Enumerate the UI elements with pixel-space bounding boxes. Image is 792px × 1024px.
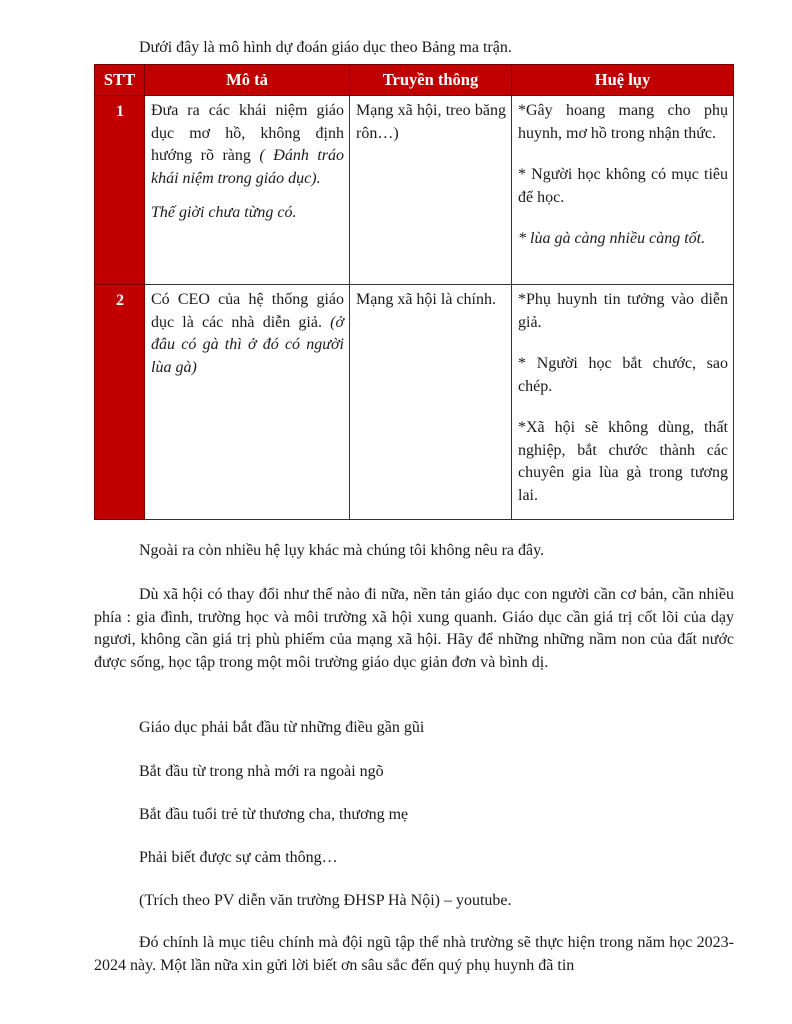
effect-item: *Gây hoang mang cho phụ huynh, mơ hồ trong nhận thức. — [518, 102, 728, 142]
description-main: Đưa ra các khái niệm giáo dục mơ hồ, không định hướng rõ ràng — [151, 102, 344, 164]
header-stt: STT — [95, 65, 145, 96]
paragraph-education-foundation: Dù xã hội có thay đổi như thế nào đi nữa, nền tản giáo dục con người cần cơ bản, cần nhiều phía : gia đình, trường học và môi trường xã hội xung quanh. Giáo dục cần giá trị cốt lõi của dạy ngươi, không cần giá trị phù phiếm của mạng xã hội. Hãy để những những nầm non của đất nước được sống, học tập trong một môi trường giáo dục giản đơn và bình dị. — [94, 586, 734, 671]
table-header-row — [95, 65, 734, 96]
table-row — [95, 96, 734, 285]
paragraph-goal: Đó chính là mục tiêu chính mà đội ngũ tập thể nhà trường sẽ thực hiện trong năm học 2023-2024 này. Một lần nữa xin gửi lời biết ơn sâu sắc đến quý phụ huynh đã tin — [94, 934, 734, 974]
poem-line: Bắt đầu tuổi trẻ từ thương cha, thương mẹ — [139, 806, 409, 823]
header-effects: Huệ lụy — [512, 65, 734, 96]
effect-item: * Người học không có mục tiêu để học. — [518, 166, 728, 206]
description-note: (ở đâu có gà thì ở đó có người lùa gà) — [151, 313, 344, 376]
row-description — [145, 96, 350, 285]
effect-item: * Người học bắt chước, sao chép. — [518, 355, 728, 395]
row-media: Mạng xã hội, treo băng rôn…) — [350, 96, 512, 285]
row-effects — [512, 96, 734, 285]
description-note: ( Đánh tráo khái niệm trong giáo dục). — [151, 147, 344, 187]
row-description — [145, 285, 350, 520]
description-main: Có CEO của hệ thống giáo dục là các nhà diễn giả. — [151, 291, 344, 331]
description-remark: Thế giời chưa từng có. — [151, 204, 297, 221]
poem-line: Giáo dục phải bắt đầu từ những điều gần gũi — [139, 719, 425, 736]
paragraph-other-effects: Ngoài ra còn nhiều hệ lụy khác mà chúng tôi không nêu ra đây. — [139, 542, 545, 559]
poem-line: Phải biết được sự cảm thông… — [139, 849, 338, 866]
header-description: Mô tả — [145, 65, 350, 96]
citation: (Trích theo PV diễn văn trường ĐHSP Hà Nội) – youtube. — [139, 892, 512, 909]
effect-item: *Phụ huynh tin tưởng vào diễn giả. — [518, 291, 728, 331]
table-row — [95, 285, 734, 520]
effect-item-italic: * lùa gà càng nhiều càng tốt. — [518, 230, 706, 247]
header-media: Truyền thông — [350, 65, 512, 96]
row-number: 1 — [95, 96, 145, 285]
matrix-table — [94, 64, 734, 520]
row-number: 2 — [95, 285, 145, 520]
description-text — [151, 289, 344, 379]
description-text — [151, 100, 344, 190]
effect-item: *Xã hội sẽ không dùng, thất nghiệp, bắt chước thành các chuyên gia lùa gà trong tương lai. — [518, 419, 728, 504]
row-media: Mạng xã hội là chính. — [350, 285, 512, 520]
poem-line: Bắt đầu từ trong nhà mới ra ngoài ngõ — [139, 763, 384, 780]
intro-line: Dưới đây là mô hình dự đoán giáo dục theo Bảng ma trận. — [139, 39, 512, 56]
row-effects — [512, 285, 734, 520]
